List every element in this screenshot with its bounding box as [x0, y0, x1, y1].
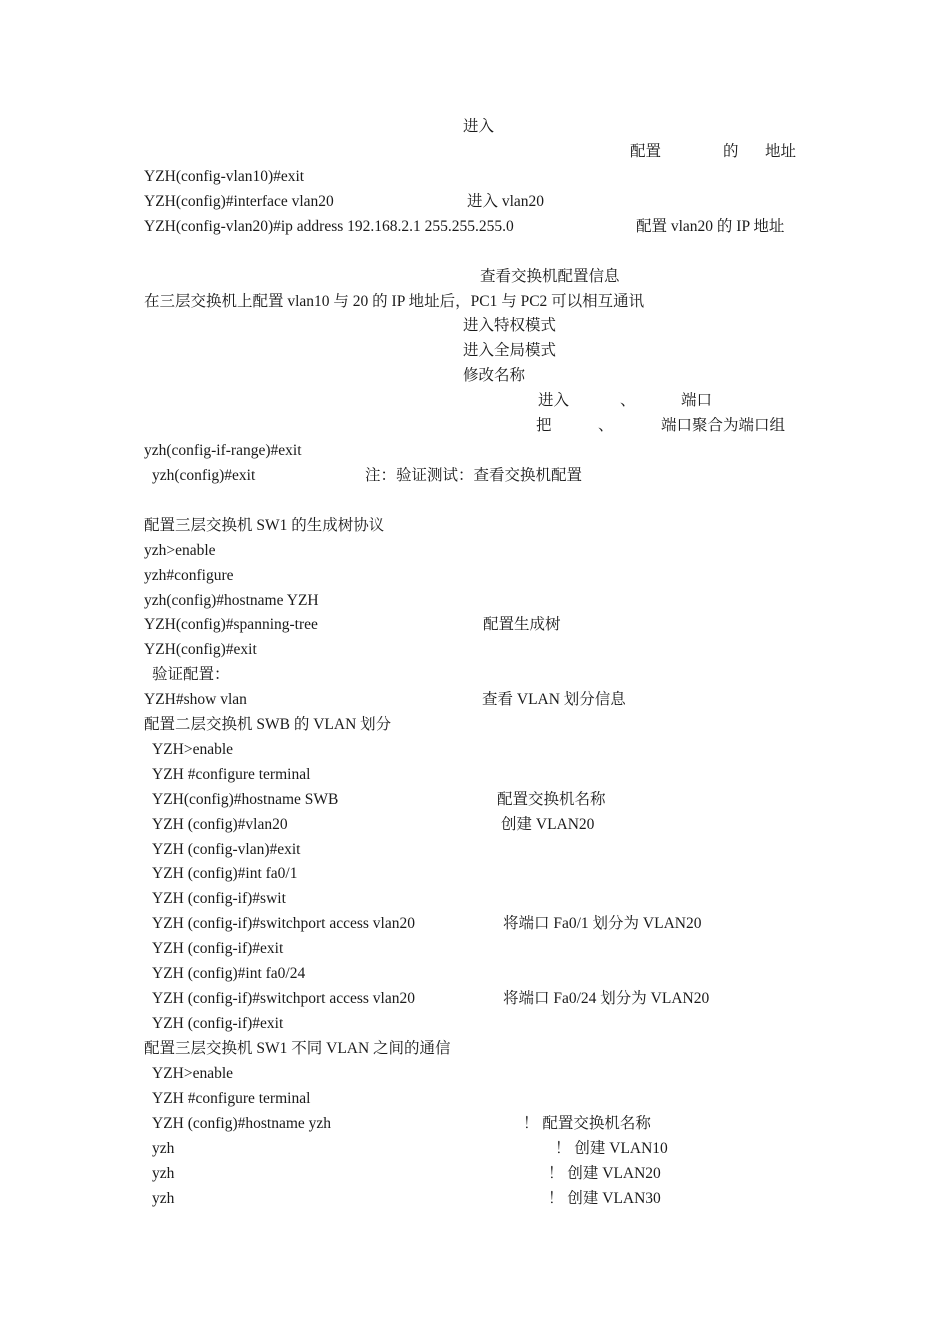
- line-annotation: 配置交换机名称: [497, 791, 606, 808]
- text-line: YZH (config-if)#swit: [152, 890, 286, 907]
- text-line: 验证配置：: [152, 666, 230, 683]
- text-line: yzh>enable: [144, 542, 216, 559]
- text-line: 查看交换机配置信息: [480, 268, 620, 285]
- line-annotation: 配置生成树: [483, 616, 561, 633]
- line-annotation: 端口: [681, 392, 713, 409]
- text-line: 配置: [630, 143, 662, 160]
- text-line: YZH (config-if)#switchport access vlan20: [152, 915, 415, 932]
- text-line: YZH(config)#interface vlan20: [144, 193, 334, 210]
- text-line: 配置二层交换机 SWB 的 VLAN 划分: [144, 716, 392, 733]
- text-line: 在三层交换机上配置 vlan10 与 20 的 IP 地址后，PC1 与 PC2 可以相互通讯: [144, 293, 645, 310]
- text-line: YZH (config-vlan)#exit: [152, 841, 301, 858]
- text-line: YZH(config)#spanning-tree: [144, 616, 318, 633]
- line-annotation: ！ 配置交换机名称: [523, 1115, 651, 1132]
- text-line: YZH (config)#int fa0/24: [152, 965, 306, 982]
- text-line: yzh#configure: [144, 567, 234, 584]
- text-line: YZH>enable: [152, 1065, 234, 1082]
- text-line: yzh(config-if-range)#exit: [144, 442, 302, 459]
- text-line: YZH(config-vlan20)#ip address 192.168.2.1 255.255.255.0: [144, 218, 514, 235]
- text-line: 进入全局模式: [463, 342, 557, 359]
- line-annotation: 的: [723, 143, 739, 160]
- line-annotation: 将端口 Fa0/1 划分为 VLAN20: [503, 915, 702, 932]
- text-line: yzh: [152, 1140, 175, 1157]
- text-line: 配置三层交换机 SW1 的生成树协议: [144, 517, 385, 534]
- line-annotation: 配置 vlan20 的 IP 地址: [636, 218, 785, 235]
- line-annotation: 、: [620, 392, 636, 409]
- text-line: YZH #configure terminal: [152, 766, 311, 783]
- line-annotation: ！ 创建 VLAN10: [555, 1140, 668, 1157]
- text-line: 把: [536, 417, 552, 434]
- text-line: YZH #configure terminal: [152, 1090, 311, 1107]
- line-annotation: 端口聚合为端口组: [661, 417, 786, 434]
- text-line: yzh: [152, 1165, 175, 1182]
- text-line: YZH (config-if)#switchport access vlan20: [152, 990, 415, 1007]
- text-line: YZH (config-if)#exit: [152, 940, 284, 957]
- text-line: 进入: [538, 392, 570, 409]
- text-line: YZH(config-vlan10)#exit: [144, 168, 305, 185]
- text-line: 进入特权模式: [463, 317, 557, 334]
- text-line: YZH(config)#exit: [144, 641, 257, 658]
- text-line: 修改名称: [463, 367, 526, 384]
- text-line: yzh(config)#exit: [152, 467, 256, 484]
- line-annotation: ！ 创建 VLAN20: [548, 1165, 661, 1182]
- text-line: YZH (config)#hostname yzh: [152, 1115, 332, 1132]
- text-line: YZH (config-if)#exit: [152, 1015, 284, 1032]
- text-line: YZH#show vlan: [144, 691, 247, 708]
- line-annotation: 查看 VLAN 划分信息: [482, 691, 626, 708]
- line-annotation: 将端口 Fa0/24 划分为 VLAN20: [503, 990, 710, 1007]
- line-annotation: 进入 vlan20: [467, 193, 545, 210]
- line-annotation: 、: [598, 417, 614, 434]
- text-line: 配置三层交换机 SW1 不同 VLAN 之间的通信: [144, 1040, 451, 1057]
- text-line: 进入: [463, 118, 495, 135]
- text-line: YZH>enable: [152, 741, 234, 758]
- line-annotation: ！ 创建 VLAN30: [548, 1190, 661, 1207]
- line-annotation: 地址: [765, 143, 797, 160]
- text-line: YZH(config)#hostname SWB: [152, 791, 339, 808]
- line-annotation: 注：验证测试：查看交换机配置: [365, 467, 583, 484]
- text-line: yzh: [152, 1190, 175, 1207]
- line-annotation: 创建 VLAN20: [501, 816, 595, 833]
- text-line: YZH (config)#int fa0/1: [152, 865, 298, 882]
- text-line: yzh(config)#hostname YZH: [144, 592, 319, 609]
- text-line: YZH (config)#vlan20: [152, 816, 288, 833]
